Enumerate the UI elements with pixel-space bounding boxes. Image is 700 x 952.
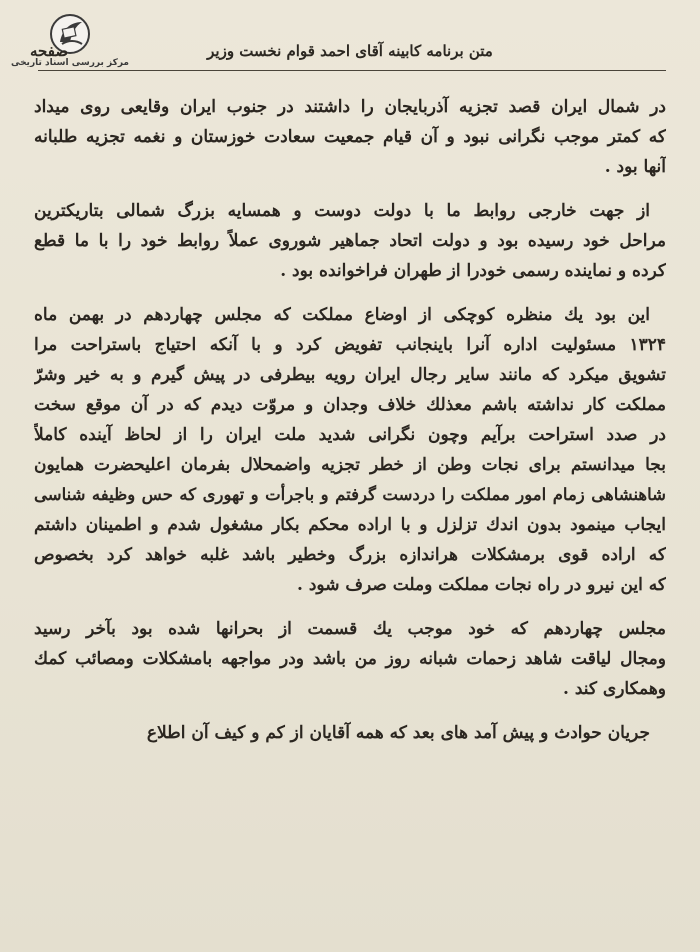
- text-line: مجلس چهاردهم که خود موجب یك قسمت از بحرانها شده بود بآخر رسید: [34, 619, 666, 639]
- paragraph: [34, 614, 666, 704]
- text-line: آنها بود .: [604, 157, 666, 177]
- paragraph: [34, 196, 666, 286]
- text-line: تشویق میکرد که مانند سایر رجال ایران رویه بیطرفی در پیش گیرم و به خیر وشرّ: [34, 365, 666, 385]
- text-line: این بود یك منظره کوچکی از اوضاع مملکت که مجلس چهاردهم در بهمن ماه: [34, 305, 650, 325]
- text-line: از جهت خارجی روابط ما با دولت دوست و همسایه بزرگ شمالی بتاریکترین: [34, 201, 650, 221]
- page-header: [30, 40, 670, 68]
- text-line: که اراده قوی برمشکلات هراندازه بزرگ وخطیر باشد غلبه خواهد کرد بخصوص: [34, 545, 666, 565]
- text-line: مراحل خود رسیده بود و دولت اتحاد جماهیر شوروی عملاً روابط خود را با ما قطع: [34, 231, 666, 251]
- text-line: جریان حوادث و پیش آمد های بعد که همه آقایان از کم و کیف آن اطلاع: [146, 723, 650, 743]
- text-line: در صدد استراحت برآیم وچون نگرانی شدید ملت ایران را از لحاظ آینده کاملاً: [34, 425, 666, 445]
- paragraph: [34, 92, 666, 182]
- text-line: که این نیرو در راه نجات مملکت وملت صرف شود .: [297, 575, 666, 595]
- document-body: [34, 92, 666, 748]
- institute-name: مرکز بررسی اسناد تاریخی: [10, 58, 130, 68]
- text-line: مملکت کار نداشته باشم معذلك خلاف وجدان و مروّت دیدم که در آن موقع سخت: [34, 395, 666, 415]
- text-line: بجا میدانستم برای نجات وطن از خطر تجزیه واضمحلال بفرمان اعلیحضرت همایون: [34, 455, 666, 475]
- text-line: ایجاب مینمود بدون اندك تزلزل و با اراده محکم بکار مشغول شدم و اطمینان داشتم: [34, 515, 666, 535]
- text-line: ومجال لیاقت شاهد زحمات شبانه روز من باشد ودر مواجهه بامشکلات ومصائب کمك: [34, 649, 666, 669]
- text-line: در شمال ایران قصد تجزیه آذربایجان را داشتند در جنوب ایران وقایعی روی میداد: [34, 97, 666, 117]
- paragraph: [34, 300, 666, 600]
- header-divider: [38, 70, 666, 71]
- text-line: ۱۳۲۴ مسئولیت اداره آنرا باینجانب تفویض کرد و با آنکه احتیاج باستراحت مرا: [34, 335, 666, 355]
- running-title: متن برنامه کابینه آقای احمد قوام نخست وزیر: [207, 42, 493, 60]
- text-line: که کمتر موجب نگرانی نبود و آن قیام جمعیت سعادت خوزستان و نغمه تجزیه طلبانه: [34, 127, 666, 147]
- page-label: صفحه: [30, 42, 69, 60]
- text-line: وهمکاری کند .: [563, 679, 666, 699]
- text-line: کرده و نماینده رسمی خودرا از طهران فراخوانده بود .: [280, 261, 666, 281]
- text-line: شاهنشاهی زمام امور مملکت را دردست گرفتم و باجرأت و تهوری که حس وظیفه شناسی: [34, 485, 666, 504]
- paragraph: [34, 718, 666, 748]
